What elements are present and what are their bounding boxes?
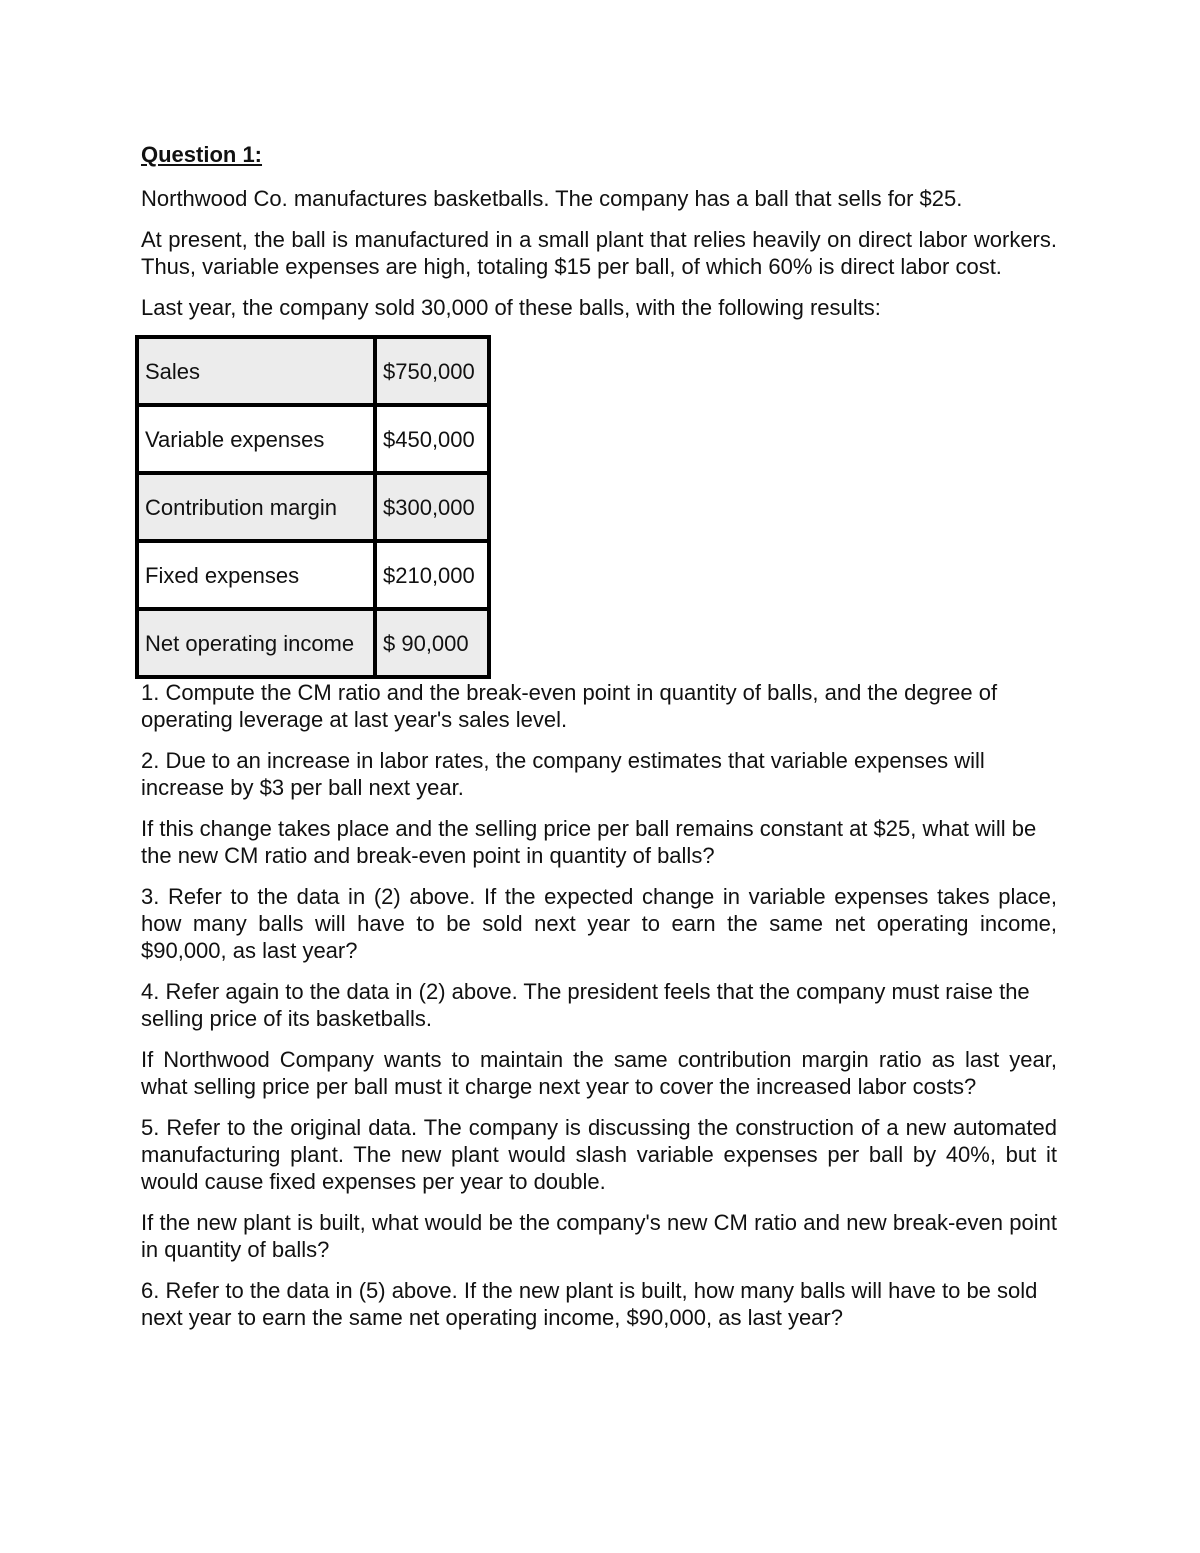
table-row-fixed-expenses — [137, 541, 489, 609]
table-cell-label: Variable expenses — [137, 405, 375, 473]
question-5: 5. Refer to the original data. The company is discussing the construction of a new automated manufacturing plant. The new plant would slash variable expenses per ball by 40%, but it would cause fixed expenses per year to double. — [141, 1115, 1057, 1194]
table-row-sales — [137, 337, 489, 405]
table-cell-label: Contribution margin — [137, 473, 375, 541]
table-row-variable-expenses — [137, 405, 489, 473]
table-cell-value: $750,000 — [375, 337, 489, 405]
table-cell-label: Net operating income — [137, 609, 375, 677]
question-6: 6. Refer to the data in (5) above. If the new plant is built, how many balls will have to be sold next year to earn the same net operating income, $90,000, as last year? — [141, 1278, 1038, 1330]
question-4-followup: If Northwood Company wants to maintain the same contribution margin ratio as last year, what selling price per ball must it charge next year to cover the increased labor costs? — [141, 1047, 1057, 1099]
question-1: 1. Compute the CM ratio and the break-even point in quantity of balls, and the degree of operating leverage at last year's sales level. — [141, 680, 998, 732]
table-row-net-operating-income — [137, 609, 489, 677]
table-row-contribution-margin — [137, 473, 489, 541]
document-page — [141, 140, 1057, 1345]
intro-paragraph-2: At present, the ball is manufactured in a small plant that relies heavily on direct labor workers. Thus, variable expenses are high, totaling $15 per ball, of which 60% is direct labor cost. — [141, 227, 1057, 279]
intro-paragraph-3: Last year, the company sold 30,000 of these balls, with the following results: — [141, 295, 881, 320]
question-2-followup: If this change takes place and the selling price per ball remains constant at $25, what will be the new CM ratio and break-even point in quantity of balls? — [141, 816, 1037, 868]
question-5-followup: If the new plant is built, what would be the company's new CM ratio and new break-even point in quantity of balls? — [141, 1210, 1057, 1262]
table-cell-value: $ 90,000 — [375, 609, 489, 677]
question-2: 2. Due to an increase in labor rates, the company estimates that variable expenses will increase by $3 per ball next year. — [141, 748, 985, 800]
question-heading: Question 1: — [141, 142, 263, 167]
question-3: 3. Refer to the data in (2) above. If the expected change in variable expenses takes place, how many balls will have to be sold next year to earn the same net operating income, $90,000, as last year? — [141, 884, 1057, 963]
question-4: 4. Refer again to the data in (2) above. The president feels that the company must raise the selling price of its basketballs. — [141, 979, 1030, 1031]
table-cell-label: Fixed expenses — [137, 541, 375, 609]
results-table — [135, 335, 491, 679]
table-cell-value: $210,000 — [375, 541, 489, 609]
table-cell-value: $300,000 — [375, 473, 489, 541]
table-cell-label: Sales — [137, 337, 375, 405]
intro-paragraph-1: Northwood Co. manufactures basketballs. The company has a ball that sells for $25. — [141, 186, 963, 211]
table-cell-value: $450,000 — [375, 405, 489, 473]
